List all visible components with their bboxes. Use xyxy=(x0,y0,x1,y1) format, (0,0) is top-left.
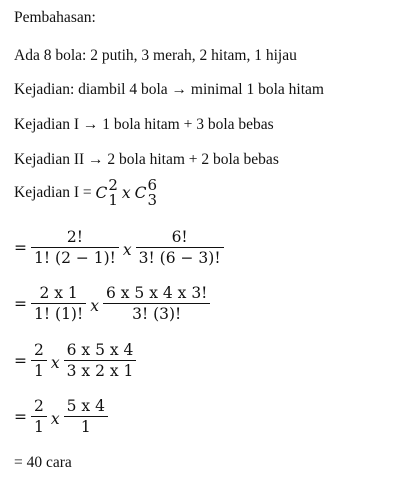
fraction-numerator: 2 x 1 xyxy=(31,283,86,304)
fraction-denominator: 3! (3)! xyxy=(132,305,182,323)
final-result: = 40 cara xyxy=(14,454,72,471)
fraction-numerator: 2 xyxy=(31,340,47,361)
fraction-2 xyxy=(136,227,224,268)
comb-bottom: 3 xyxy=(147,191,158,209)
line-ball-count: Ada 8 bola: 2 putih, 3 merah, 2 hitam, 1 hijau xyxy=(14,47,297,64)
equals-sign: = xyxy=(14,351,27,370)
fraction-numerator: 6 x 5 x 4 xyxy=(64,340,137,361)
fraction-numerator: 6! xyxy=(136,227,224,248)
times-symbol: x xyxy=(90,296,99,315)
line-event-2: Kejadian II → 2 bola hitam + 2 bola bebas xyxy=(14,151,279,168)
line-event-1: Kejadian I → 1 bola hitam + 3 bola bebas xyxy=(14,116,274,133)
heading-pembahasan: Pembahasan: xyxy=(14,9,96,26)
fraction-numerator: 6 x 5 x 4 x 3! xyxy=(103,283,210,304)
comb-letter: C xyxy=(134,184,147,202)
comb-top: 2 xyxy=(108,176,118,194)
times-symbol: x xyxy=(121,184,131,202)
fraction-2 xyxy=(64,340,137,381)
step-4 xyxy=(14,396,108,437)
times-symbol: x xyxy=(50,409,60,428)
fraction-denominator: 1 xyxy=(34,418,44,436)
fraction-numerator: 5 x 4 xyxy=(64,396,108,417)
combination-c-2-1 xyxy=(95,178,117,208)
fraction-numerator: 2! xyxy=(31,227,119,248)
equals-sign: = xyxy=(14,294,27,313)
fraction-2 xyxy=(64,396,108,437)
fraction-denominator: 1! (2 − 1)! xyxy=(34,249,116,267)
step-2 xyxy=(14,283,210,324)
times-symbol: x xyxy=(122,240,132,259)
step-1 xyxy=(14,227,224,268)
line-event: Kejadian: diambil 4 bola → minimal 1 bola hitam xyxy=(14,81,324,98)
fraction-denominator: 1 xyxy=(34,362,44,380)
comb-letter: C xyxy=(95,184,108,202)
comb-top: 6 xyxy=(147,176,158,194)
times-symbol: x xyxy=(50,353,60,372)
line-event-1-formula xyxy=(14,178,157,208)
comb-bottom: 1 xyxy=(108,191,118,209)
fraction-denominator: 3! (6 − 3)! xyxy=(138,249,221,267)
step-3 xyxy=(14,340,136,381)
fraction-denominator: 1! (1)! xyxy=(34,305,84,323)
fraction-1 xyxy=(31,396,47,437)
fraction-1 xyxy=(31,340,47,381)
equals-sign: = xyxy=(14,407,27,426)
fraction-1 xyxy=(31,227,119,268)
fraction-1 xyxy=(31,283,86,324)
fraction-denominator: 3 x 2 x 1 xyxy=(66,362,134,380)
fraction-denominator: 1 xyxy=(80,418,91,436)
fraction-2 xyxy=(103,283,210,324)
equals-sign: = xyxy=(14,238,27,257)
event-1-label: Kejadian I = xyxy=(14,184,96,201)
fraction-numerator: 2 xyxy=(31,396,47,417)
combination-c-6-3 xyxy=(135,178,157,208)
